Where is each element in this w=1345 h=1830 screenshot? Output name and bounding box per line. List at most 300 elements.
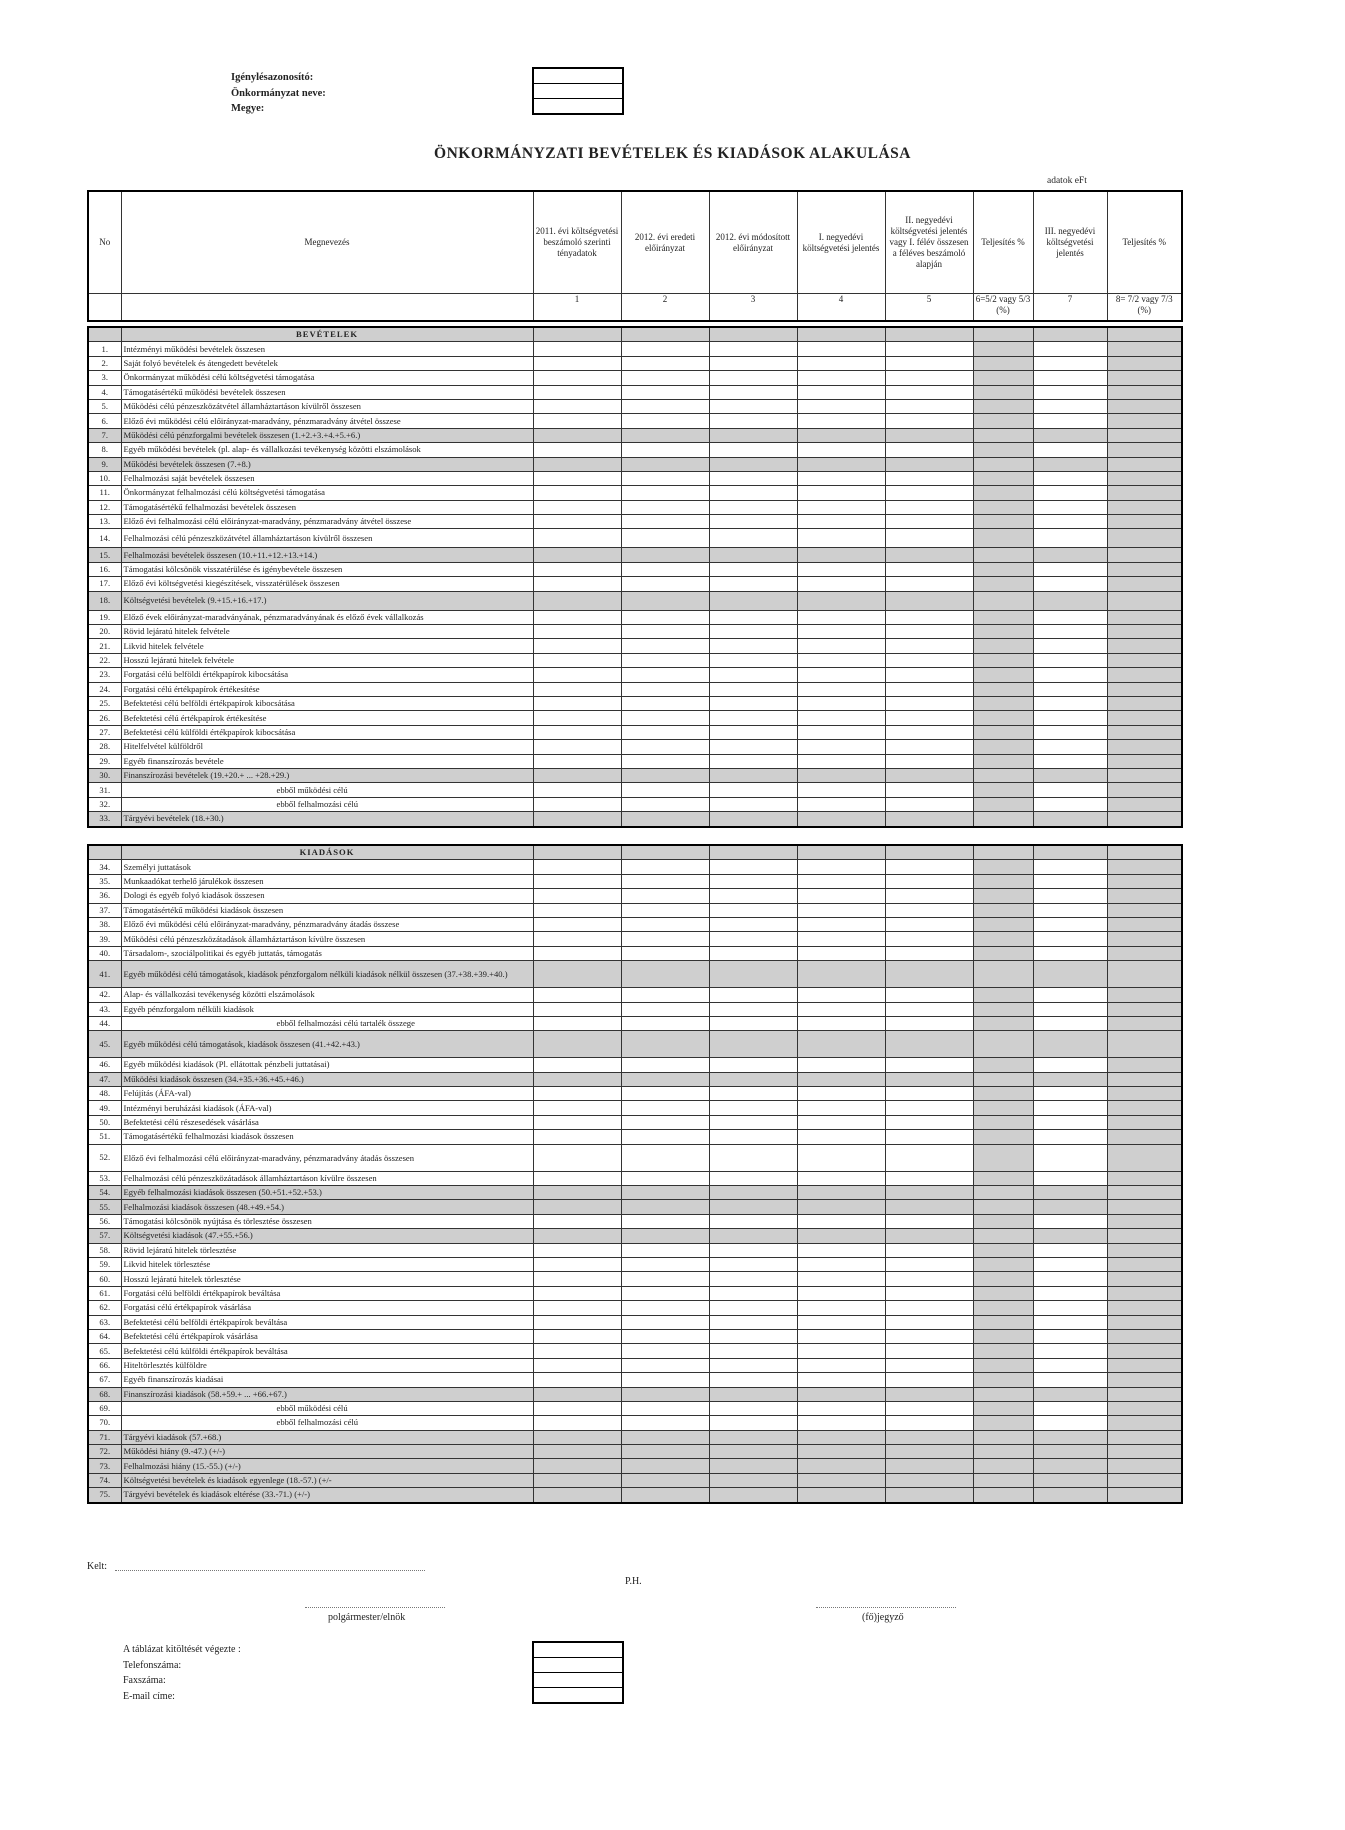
value-cell-col-7[interactable] xyxy=(1033,1087,1107,1101)
value-cell-col-4[interactable] xyxy=(797,1214,885,1228)
value-cell-col-1[interactable] xyxy=(533,1301,621,1315)
value-cell-col-5[interactable] xyxy=(885,783,973,797)
value-cell-col-4[interactable] xyxy=(797,1286,885,1300)
value-cell-col-3[interactable] xyxy=(709,1315,797,1329)
value-cell-col-3[interactable] xyxy=(709,668,797,682)
value-cell-col-5[interactable] xyxy=(885,625,973,639)
value-cell-col-5[interactable] xyxy=(885,1200,973,1214)
value-cell-col-3[interactable] xyxy=(709,932,797,946)
value-cell-col-2[interactable] xyxy=(621,725,709,739)
value-cell-col-3[interactable] xyxy=(709,500,797,514)
value-cell-col-2[interactable] xyxy=(621,653,709,667)
value-cell-col-5[interactable] xyxy=(885,1115,973,1129)
value-cell-col-3[interactable] xyxy=(709,457,797,471)
value-cell-col-4[interactable] xyxy=(797,500,885,514)
value-cell-col-1[interactable] xyxy=(533,903,621,917)
value-cell-col-1[interactable] xyxy=(533,1229,621,1243)
value-cell-col-1[interactable] xyxy=(533,889,621,903)
value-cell-col-5[interactable] xyxy=(885,1329,973,1343)
value-cell-col-7[interactable] xyxy=(1033,961,1107,988)
value-cell-col-7[interactable] xyxy=(1033,562,1107,576)
value-cell-col-1[interactable] xyxy=(533,1430,621,1444)
value-cell-col-5[interactable] xyxy=(885,1171,973,1185)
value-cell-col-4[interactable] xyxy=(797,768,885,782)
date-line[interactable] xyxy=(115,1570,425,1571)
value-cell-col-1[interactable] xyxy=(533,1243,621,1257)
value-cell-col-4[interactable] xyxy=(797,1387,885,1401)
value-cell-col-4[interactable] xyxy=(797,356,885,370)
value-cell-col-3[interactable] xyxy=(709,1130,797,1144)
value-cell-col-1[interactable] xyxy=(533,457,621,471)
value-cell-col-7[interactable] xyxy=(1033,1214,1107,1228)
value-cell-col-4[interactable] xyxy=(797,371,885,385)
value-cell-col-5[interactable] xyxy=(885,1272,973,1286)
value-cell-col-4[interactable] xyxy=(797,1445,885,1459)
value-cell-col-2[interactable] xyxy=(621,874,709,888)
value-cell-col-7[interactable] xyxy=(1033,1115,1107,1129)
value-cell-col-1[interactable] xyxy=(533,740,621,754)
value-cell-col-1[interactable] xyxy=(533,874,621,888)
value-cell-col-4[interactable] xyxy=(797,1329,885,1343)
value-cell-col-3[interactable] xyxy=(709,591,797,610)
value-cell-col-7[interactable] xyxy=(1033,515,1107,529)
value-cell-col-2[interactable] xyxy=(621,1257,709,1271)
value-cell-col-7[interactable] xyxy=(1033,860,1107,874)
value-cell-col-2[interactable] xyxy=(621,1445,709,1459)
value-cell-col-3[interactable] xyxy=(709,399,797,413)
phone-box[interactable] xyxy=(534,1658,622,1673)
value-cell-col-4[interactable] xyxy=(797,639,885,653)
value-cell-col-7[interactable] xyxy=(1033,1315,1107,1329)
value-cell-col-1[interactable] xyxy=(533,754,621,768)
value-cell-col-7[interactable] xyxy=(1033,1200,1107,1214)
value-cell-col-4[interactable] xyxy=(797,1243,885,1257)
value-cell-col-5[interactable] xyxy=(885,1101,973,1115)
value-cell-col-1[interactable] xyxy=(533,577,621,591)
value-cell-col-7[interactable] xyxy=(1033,1171,1107,1185)
value-cell-col-3[interactable] xyxy=(709,371,797,385)
value-cell-col-4[interactable] xyxy=(797,577,885,591)
value-cell-col-5[interactable] xyxy=(885,768,973,782)
value-cell-col-4[interactable] xyxy=(797,625,885,639)
value-cell-col-2[interactable] xyxy=(621,1488,709,1503)
value-cell-col-4[interactable] xyxy=(797,591,885,610)
value-cell-col-2[interactable] xyxy=(621,1016,709,1030)
value-cell-col-1[interactable] xyxy=(533,1200,621,1214)
value-cell-col-3[interactable] xyxy=(709,946,797,960)
value-cell-col-2[interactable] xyxy=(621,1387,709,1401)
value-cell-col-3[interactable] xyxy=(709,725,797,739)
value-cell-col-4[interactable] xyxy=(797,932,885,946)
value-cell-col-5[interactable] xyxy=(885,399,973,413)
value-cell-col-1[interactable] xyxy=(533,1387,621,1401)
value-cell-col-7[interactable] xyxy=(1033,1257,1107,1271)
value-cell-col-1[interactable] xyxy=(533,696,621,710)
value-cell-col-2[interactable] xyxy=(621,889,709,903)
value-cell-col-5[interactable] xyxy=(885,443,973,457)
value-cell-col-4[interactable] xyxy=(797,682,885,696)
value-cell-col-1[interactable] xyxy=(533,486,621,500)
value-cell-col-7[interactable] xyxy=(1033,988,1107,1002)
value-cell-col-5[interactable] xyxy=(885,682,973,696)
value-cell-col-3[interactable] xyxy=(709,1002,797,1016)
value-cell-col-7[interactable] xyxy=(1033,682,1107,696)
value-cell-col-5[interactable] xyxy=(885,889,973,903)
value-cell-col-2[interactable] xyxy=(621,428,709,442)
value-cell-col-5[interactable] xyxy=(885,1229,973,1243)
value-cell-col-5[interactable] xyxy=(885,1186,973,1200)
value-cell-col-7[interactable] xyxy=(1033,711,1107,725)
value-cell-col-7[interactable] xyxy=(1033,1016,1107,1030)
value-cell-col-2[interactable] xyxy=(621,625,709,639)
value-cell-col-1[interactable] xyxy=(533,1344,621,1358)
value-cell-col-7[interactable] xyxy=(1033,1401,1107,1415)
value-cell-col-2[interactable] xyxy=(621,1002,709,1016)
value-cell-col-2[interactable] xyxy=(621,639,709,653)
value-cell-col-2[interactable] xyxy=(621,988,709,1002)
value-cell-col-3[interactable] xyxy=(709,740,797,754)
value-cell-col-1[interactable] xyxy=(533,917,621,931)
value-cell-col-1[interactable] xyxy=(533,1257,621,1271)
value-cell-col-5[interactable] xyxy=(885,988,973,1002)
value-cell-col-1[interactable] xyxy=(533,625,621,639)
value-cell-col-2[interactable] xyxy=(621,1459,709,1473)
value-cell-col-1[interactable] xyxy=(533,1058,621,1072)
value-cell-col-4[interactable] xyxy=(797,754,885,768)
value-cell-col-5[interactable] xyxy=(885,591,973,610)
value-cell-col-1[interactable] xyxy=(533,1416,621,1430)
value-cell-col-4[interactable] xyxy=(797,1473,885,1487)
value-cell-col-4[interactable] xyxy=(797,1401,885,1415)
value-cell-col-5[interactable] xyxy=(885,725,973,739)
value-cell-col-3[interactable] xyxy=(709,1329,797,1343)
value-cell-col-7[interactable] xyxy=(1033,653,1107,667)
value-cell-col-3[interactable] xyxy=(709,1144,797,1171)
value-cell-col-7[interactable] xyxy=(1033,668,1107,682)
value-cell-col-7[interactable] xyxy=(1033,1031,1107,1058)
value-cell-col-5[interactable] xyxy=(885,1031,973,1058)
value-cell-col-7[interactable] xyxy=(1033,529,1107,548)
value-cell-col-4[interactable] xyxy=(797,342,885,356)
value-cell-col-4[interactable] xyxy=(797,1344,885,1358)
value-cell-col-1[interactable] xyxy=(533,711,621,725)
value-cell-col-3[interactable] xyxy=(709,610,797,624)
value-cell-col-7[interactable] xyxy=(1033,1272,1107,1286)
value-cell-col-5[interactable] xyxy=(885,696,973,710)
value-cell-col-1[interactable] xyxy=(533,946,621,960)
value-cell-col-2[interactable] xyxy=(621,529,709,548)
value-cell-col-2[interactable] xyxy=(621,610,709,624)
value-cell-col-4[interactable] xyxy=(797,797,885,811)
value-cell-col-4[interactable] xyxy=(797,1186,885,1200)
value-cell-col-4[interactable] xyxy=(797,515,885,529)
value-cell-col-1[interactable] xyxy=(533,1488,621,1503)
value-cell-col-7[interactable] xyxy=(1033,917,1107,931)
value-cell-col-7[interactable] xyxy=(1033,1430,1107,1444)
value-cell-col-1[interactable] xyxy=(533,783,621,797)
value-cell-col-7[interactable] xyxy=(1033,428,1107,442)
value-cell-col-3[interactable] xyxy=(709,356,797,370)
value-cell-col-7[interactable] xyxy=(1033,946,1107,960)
claim-id-box[interactable] xyxy=(534,69,622,84)
value-cell-col-1[interactable] xyxy=(533,515,621,529)
value-cell-col-4[interactable] xyxy=(797,385,885,399)
value-cell-col-7[interactable] xyxy=(1033,639,1107,653)
value-cell-col-1[interactable] xyxy=(533,385,621,399)
value-cell-col-5[interactable] xyxy=(885,1301,973,1315)
value-cell-col-4[interactable] xyxy=(797,399,885,413)
value-cell-col-3[interactable] xyxy=(709,1272,797,1286)
value-cell-col-7[interactable] xyxy=(1033,740,1107,754)
value-cell-col-3[interactable] xyxy=(709,548,797,562)
value-cell-col-1[interactable] xyxy=(533,1087,621,1101)
value-cell-col-3[interactable] xyxy=(709,711,797,725)
value-cell-col-1[interactable] xyxy=(533,1130,621,1144)
value-cell-col-5[interactable] xyxy=(885,428,973,442)
value-cell-col-5[interactable] xyxy=(885,1016,973,1030)
value-cell-col-4[interactable] xyxy=(797,889,885,903)
value-cell-col-4[interactable] xyxy=(797,961,885,988)
value-cell-col-3[interactable] xyxy=(709,1488,797,1503)
value-cell-col-4[interactable] xyxy=(797,1016,885,1030)
fax-box[interactable] xyxy=(534,1673,622,1688)
value-cell-col-7[interactable] xyxy=(1033,1301,1107,1315)
value-cell-col-4[interactable] xyxy=(797,1130,885,1144)
value-cell-col-7[interactable] xyxy=(1033,443,1107,457)
value-cell-col-7[interactable] xyxy=(1033,342,1107,356)
value-cell-col-7[interactable] xyxy=(1033,1072,1107,1086)
value-cell-col-2[interactable] xyxy=(621,1144,709,1171)
value-cell-col-7[interactable] xyxy=(1033,610,1107,624)
value-cell-col-3[interactable] xyxy=(709,1031,797,1058)
value-cell-col-4[interactable] xyxy=(797,1058,885,1072)
value-cell-col-3[interactable] xyxy=(709,385,797,399)
value-cell-col-2[interactable] xyxy=(621,577,709,591)
value-cell-col-4[interactable] xyxy=(797,1430,885,1444)
value-cell-col-1[interactable] xyxy=(533,562,621,576)
value-cell-col-2[interactable] xyxy=(621,371,709,385)
value-cell-col-5[interactable] xyxy=(885,1058,973,1072)
value-cell-col-5[interactable] xyxy=(885,1445,973,1459)
value-cell-col-2[interactable] xyxy=(621,486,709,500)
value-cell-col-5[interactable] xyxy=(885,668,973,682)
value-cell-col-4[interactable] xyxy=(797,1373,885,1387)
value-cell-col-7[interactable] xyxy=(1033,1002,1107,1016)
value-cell-col-3[interactable] xyxy=(709,917,797,931)
value-cell-col-3[interactable] xyxy=(709,1171,797,1185)
value-cell-col-3[interactable] xyxy=(709,1243,797,1257)
value-cell-col-7[interactable] xyxy=(1033,903,1107,917)
value-cell-col-4[interactable] xyxy=(797,946,885,960)
value-cell-col-2[interactable] xyxy=(621,917,709,931)
value-cell-col-3[interactable] xyxy=(709,639,797,653)
value-cell-col-5[interactable] xyxy=(885,1144,973,1171)
value-cell-col-7[interactable] xyxy=(1033,725,1107,739)
value-cell-col-7[interactable] xyxy=(1033,1488,1107,1503)
value-cell-col-7[interactable] xyxy=(1033,486,1107,500)
value-cell-col-7[interactable] xyxy=(1033,1459,1107,1473)
value-cell-col-7[interactable] xyxy=(1033,500,1107,514)
value-cell-col-7[interactable] xyxy=(1033,874,1107,888)
value-cell-col-2[interactable] xyxy=(621,932,709,946)
value-cell-col-3[interactable] xyxy=(709,1430,797,1444)
value-cell-col-2[interactable] xyxy=(621,1401,709,1415)
value-cell-col-5[interactable] xyxy=(885,500,973,514)
value-cell-col-1[interactable] xyxy=(533,1016,621,1030)
value-cell-col-3[interactable] xyxy=(709,443,797,457)
value-cell-col-5[interactable] xyxy=(885,711,973,725)
value-cell-col-5[interactable] xyxy=(885,457,973,471)
value-cell-col-5[interactable] xyxy=(885,754,973,768)
value-cell-col-4[interactable] xyxy=(797,1144,885,1171)
value-cell-col-5[interactable] xyxy=(885,529,973,548)
value-cell-col-3[interactable] xyxy=(709,1229,797,1243)
value-cell-col-7[interactable] xyxy=(1033,1243,1107,1257)
value-cell-col-2[interactable] xyxy=(621,500,709,514)
value-cell-col-7[interactable] xyxy=(1033,696,1107,710)
value-cell-col-1[interactable] xyxy=(533,500,621,514)
value-cell-col-2[interactable] xyxy=(621,548,709,562)
value-cell-col-4[interactable] xyxy=(797,1358,885,1372)
value-cell-col-2[interactable] xyxy=(621,1272,709,1286)
value-cell-col-5[interactable] xyxy=(885,414,973,428)
value-cell-col-5[interactable] xyxy=(885,562,973,576)
value-cell-col-4[interactable] xyxy=(797,414,885,428)
value-cell-col-2[interactable] xyxy=(621,385,709,399)
value-cell-col-5[interactable] xyxy=(885,946,973,960)
value-cell-col-5[interactable] xyxy=(885,471,973,485)
value-cell-col-3[interactable] xyxy=(709,1257,797,1271)
value-cell-col-4[interactable] xyxy=(797,1002,885,1016)
value-cell-col-4[interactable] xyxy=(797,1315,885,1329)
value-cell-col-5[interactable] xyxy=(885,740,973,754)
value-cell-col-1[interactable] xyxy=(533,1315,621,1329)
value-cell-col-7[interactable] xyxy=(1033,371,1107,385)
value-cell-col-3[interactable] xyxy=(709,1473,797,1487)
value-cell-col-3[interactable] xyxy=(709,961,797,988)
value-cell-col-4[interactable] xyxy=(797,1301,885,1315)
value-cell-col-3[interactable] xyxy=(709,1358,797,1372)
value-cell-col-5[interactable] xyxy=(885,342,973,356)
value-cell-col-4[interactable] xyxy=(797,486,885,500)
value-cell-col-1[interactable] xyxy=(533,1101,621,1115)
value-cell-col-2[interactable] xyxy=(621,1473,709,1487)
value-cell-col-4[interactable] xyxy=(797,1115,885,1129)
value-cell-col-2[interactable] xyxy=(621,1171,709,1185)
value-cell-col-7[interactable] xyxy=(1033,548,1107,562)
value-cell-col-2[interactable] xyxy=(621,668,709,682)
value-cell-col-2[interactable] xyxy=(621,740,709,754)
value-cell-col-3[interactable] xyxy=(709,486,797,500)
value-cell-col-2[interactable] xyxy=(621,1344,709,1358)
value-cell-col-4[interactable] xyxy=(797,1272,885,1286)
value-cell-col-5[interactable] xyxy=(885,1430,973,1444)
value-cell-col-3[interactable] xyxy=(709,682,797,696)
value-cell-col-2[interactable] xyxy=(621,515,709,529)
value-cell-col-7[interactable] xyxy=(1033,1473,1107,1487)
value-cell-col-1[interactable] xyxy=(533,1031,621,1058)
value-cell-col-4[interactable] xyxy=(797,443,885,457)
value-cell-col-3[interactable] xyxy=(709,860,797,874)
value-cell-col-3[interactable] xyxy=(709,529,797,548)
value-cell-col-4[interactable] xyxy=(797,1101,885,1115)
value-cell-col-2[interactable] xyxy=(621,783,709,797)
value-cell-col-2[interactable] xyxy=(621,1072,709,1086)
value-cell-col-4[interactable] xyxy=(797,1488,885,1503)
value-cell-col-5[interactable] xyxy=(885,1214,973,1228)
value-cell-col-3[interactable] xyxy=(709,428,797,442)
value-cell-col-4[interactable] xyxy=(797,1031,885,1058)
value-cell-col-7[interactable] xyxy=(1033,1387,1107,1401)
value-cell-col-2[interactable] xyxy=(621,1243,709,1257)
value-cell-col-3[interactable] xyxy=(709,696,797,710)
value-cell-col-3[interactable] xyxy=(709,1186,797,1200)
value-cell-col-3[interactable] xyxy=(709,1200,797,1214)
value-cell-col-5[interactable] xyxy=(885,812,973,827)
value-cell-col-5[interactable] xyxy=(885,1087,973,1101)
value-cell-col-2[interactable] xyxy=(621,342,709,356)
value-cell-col-5[interactable] xyxy=(885,1130,973,1144)
value-cell-col-2[interactable] xyxy=(621,1358,709,1372)
value-cell-col-1[interactable] xyxy=(533,768,621,782)
value-cell-col-2[interactable] xyxy=(621,696,709,710)
value-cell-col-7[interactable] xyxy=(1033,812,1107,827)
value-cell-col-5[interactable] xyxy=(885,548,973,562)
value-cell-col-5[interactable] xyxy=(885,1416,973,1430)
value-cell-col-7[interactable] xyxy=(1033,591,1107,610)
value-cell-col-4[interactable] xyxy=(797,1416,885,1430)
value-cell-col-2[interactable] xyxy=(621,711,709,725)
value-cell-col-2[interactable] xyxy=(621,754,709,768)
value-cell-col-2[interactable] xyxy=(621,1031,709,1058)
value-cell-col-4[interactable] xyxy=(797,1087,885,1101)
value-cell-col-7[interactable] xyxy=(1033,768,1107,782)
value-cell-col-5[interactable] xyxy=(885,515,973,529)
value-cell-col-4[interactable] xyxy=(797,1257,885,1271)
value-cell-col-1[interactable] xyxy=(533,639,621,653)
value-cell-col-3[interactable] xyxy=(709,889,797,903)
value-cell-col-7[interactable] xyxy=(1033,1130,1107,1144)
value-cell-col-7[interactable] xyxy=(1033,414,1107,428)
value-cell-col-7[interactable] xyxy=(1033,1416,1107,1430)
value-cell-col-7[interactable] xyxy=(1033,1286,1107,1300)
value-cell-col-5[interactable] xyxy=(885,797,973,811)
value-cell-col-3[interactable] xyxy=(709,1087,797,1101)
value-cell-col-2[interactable] xyxy=(621,443,709,457)
value-cell-col-4[interactable] xyxy=(797,548,885,562)
value-cell-col-1[interactable] xyxy=(533,443,621,457)
value-cell-col-1[interactable] xyxy=(533,428,621,442)
value-cell-col-4[interactable] xyxy=(797,812,885,827)
email-box[interactable] xyxy=(534,1688,622,1702)
value-cell-col-2[interactable] xyxy=(621,1087,709,1101)
value-cell-col-3[interactable] xyxy=(709,1344,797,1358)
value-cell-col-2[interactable] xyxy=(621,1416,709,1430)
value-cell-col-1[interactable] xyxy=(533,1358,621,1372)
value-cell-col-7[interactable] xyxy=(1033,754,1107,768)
value-cell-col-7[interactable] xyxy=(1033,385,1107,399)
value-cell-col-1[interactable] xyxy=(533,1473,621,1487)
value-cell-col-3[interactable] xyxy=(709,812,797,827)
value-cell-col-1[interactable] xyxy=(533,725,621,739)
value-cell-col-4[interactable] xyxy=(797,1200,885,1214)
value-cell-col-3[interactable] xyxy=(709,874,797,888)
value-cell-col-2[interactable] xyxy=(621,1200,709,1214)
value-cell-col-5[interactable] xyxy=(885,932,973,946)
value-cell-col-4[interactable] xyxy=(797,529,885,548)
value-cell-col-3[interactable] xyxy=(709,1401,797,1415)
value-cell-col-1[interactable] xyxy=(533,610,621,624)
